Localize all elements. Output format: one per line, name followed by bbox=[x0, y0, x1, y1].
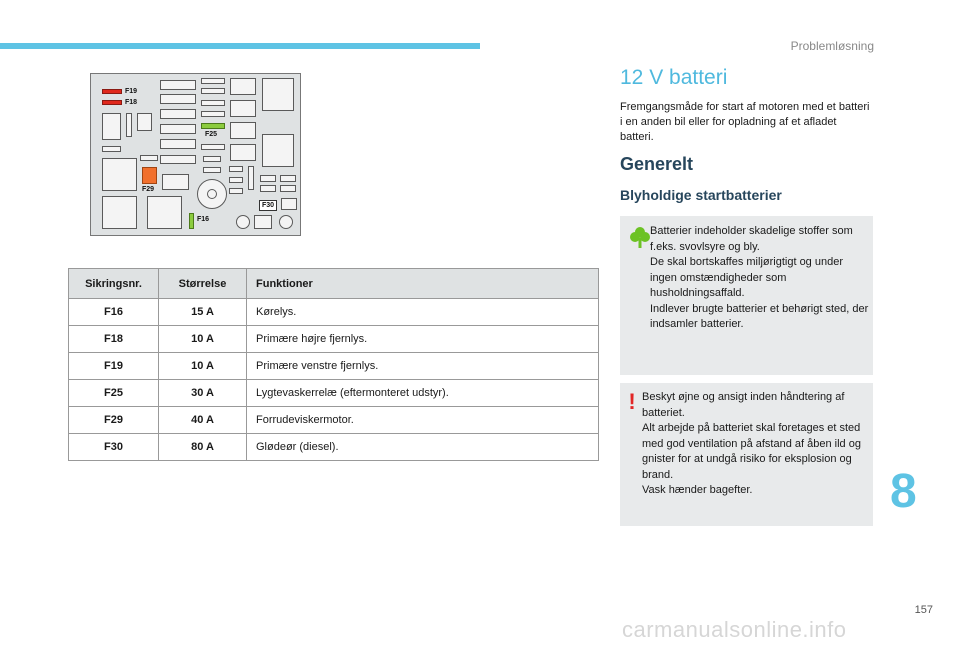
fuse-slot bbox=[229, 177, 243, 183]
fuse-slot bbox=[201, 78, 225, 84]
fuse-slot bbox=[229, 188, 243, 194]
fuse-number: F29 bbox=[69, 407, 159, 434]
fuse-box-diagram bbox=[90, 73, 301, 236]
page-title: 12 V batteri bbox=[620, 66, 728, 89]
chapter-number: 8 bbox=[890, 465, 917, 518]
fuse-slot bbox=[260, 185, 276, 192]
note-line: Batterier indeholder skadelige stoffer som f.eks. svovlsyre og bly. bbox=[650, 225, 853, 253]
fuse-slot bbox=[160, 80, 196, 90]
relay-large bbox=[262, 78, 294, 111]
fuse-slot bbox=[203, 167, 221, 173]
fuse-slot bbox=[160, 124, 196, 134]
table-row bbox=[69, 326, 599, 353]
column-header: Sikringsnr. bbox=[69, 269, 159, 299]
fuse-size: 15 A bbox=[159, 299, 247, 326]
column-header: Funktioner bbox=[247, 269, 599, 299]
fuse-function: Kørelys. bbox=[247, 299, 599, 326]
exclamation-icon: ! bbox=[628, 389, 636, 414]
note-line: Vask hænder bagefter. bbox=[642, 484, 753, 496]
fuse-size: 10 A bbox=[159, 353, 247, 380]
fuse-table bbox=[68, 268, 599, 461]
relay bbox=[230, 100, 256, 117]
fuse-size: 30 A bbox=[159, 380, 247, 407]
fuse-slot bbox=[201, 100, 225, 106]
environment-note-text bbox=[650, 224, 872, 333]
fuse-slot bbox=[281, 198, 297, 210]
fuse-slot bbox=[160, 139, 196, 149]
fuse-number: F16 bbox=[69, 299, 159, 326]
fuse-label-f18: F18 bbox=[125, 99, 138, 106]
section-heading: Generelt bbox=[620, 154, 694, 174]
fuse-slot bbox=[254, 215, 272, 229]
fuse-slot bbox=[201, 144, 225, 150]
fuse-circle-center bbox=[207, 189, 217, 199]
fuse-function: Forrudeviskermotor. bbox=[247, 407, 599, 434]
fuse-circle bbox=[236, 215, 250, 229]
fuse-slot bbox=[140, 155, 158, 161]
note-line: Alt arbejde på batteriet skal foretages et sted med god ventilation på afstand af åben ild og gnister for at undgå risiko for eksplosion og brand. bbox=[642, 422, 861, 481]
fuse-slot bbox=[280, 185, 296, 192]
fuse-slot bbox=[280, 175, 296, 182]
fuse-label-f30: F30 bbox=[259, 200, 277, 211]
fuse-slot bbox=[201, 88, 225, 94]
relay bbox=[230, 78, 256, 95]
table-header-row bbox=[69, 269, 599, 299]
fuse-size: 80 A bbox=[159, 434, 247, 461]
relay-large bbox=[262, 134, 294, 167]
table-row bbox=[69, 299, 599, 326]
subheading: Blyholdige startbatterier bbox=[620, 187, 782, 203]
note-line: Beskyt øjne og ansigt inden håndtering af batteriet. bbox=[642, 391, 845, 419]
table-row bbox=[69, 407, 599, 434]
fuse-slot bbox=[229, 166, 243, 172]
fuse-f18 bbox=[102, 100, 122, 105]
intro-paragraph: Fremgangsmåde for start af motoren med et batteri i en anden bil eller for opladning af et afladet batteri. bbox=[620, 101, 870, 143]
fuse-slot bbox=[203, 156, 221, 162]
warning-note bbox=[620, 383, 873, 526]
header-accent-bar bbox=[0, 43, 480, 49]
relay bbox=[102, 113, 121, 140]
environment-note bbox=[620, 216, 873, 375]
relay bbox=[162, 174, 189, 190]
fuse-label-f19: F19 bbox=[125, 88, 138, 95]
warning-note-text bbox=[642, 390, 867, 499]
watermark: carmanualsonline.info bbox=[622, 617, 847, 642]
table-row bbox=[69, 353, 599, 380]
fuse-number: F19 bbox=[69, 353, 159, 380]
note-line: De skal bortskaffes miljørigtigt og under ingen omstændigheder som husholdningsaffald. bbox=[650, 256, 843, 299]
fuse-number: F25 bbox=[69, 380, 159, 407]
tree-icon bbox=[630, 226, 650, 248]
fuse-slot bbox=[248, 166, 254, 190]
relay bbox=[230, 144, 256, 161]
fuse-function: Lygtevaskerrelæ (eftermonteret udstyr). bbox=[247, 380, 599, 407]
note-line: Indlever brugte batterier et behørigt sted, der indsamler batterier. bbox=[650, 302, 869, 330]
page-number: 157 bbox=[914, 604, 933, 616]
relay bbox=[230, 122, 256, 139]
fuse-size: 10 A bbox=[159, 326, 247, 353]
relay-large bbox=[102, 196, 137, 229]
fuse-slot bbox=[160, 109, 196, 119]
fuse-size: 40 A bbox=[159, 407, 247, 434]
relay-large bbox=[147, 196, 182, 229]
fuse-label-f29: F29 bbox=[142, 186, 155, 193]
fuse-slot bbox=[102, 146, 121, 152]
table-row bbox=[69, 380, 599, 407]
fuse-number: F30 bbox=[69, 434, 159, 461]
fuse-f29 bbox=[142, 167, 157, 184]
fuse-slot bbox=[260, 175, 276, 182]
relay-large bbox=[102, 158, 137, 191]
relay bbox=[137, 113, 152, 131]
fuse-circle bbox=[279, 215, 293, 229]
fuse-number: F18 bbox=[69, 326, 159, 353]
fuse-f25 bbox=[201, 123, 225, 129]
table-row bbox=[69, 434, 599, 461]
fuse-slot bbox=[160, 155, 196, 164]
fuse-function: Glødeør (diesel). bbox=[247, 434, 599, 461]
fuse-f19 bbox=[102, 89, 122, 94]
fuse-slot bbox=[160, 94, 196, 104]
fuse-slot bbox=[201, 111, 225, 117]
fuse-label-f16: F16 bbox=[197, 216, 210, 223]
section-title: Problemløsning bbox=[790, 39, 874, 53]
fuse-function: Primære højre fjernlys. bbox=[247, 326, 599, 353]
column-header: Størrelse bbox=[159, 269, 247, 299]
fuse-function: Primære venstre fjernlys. bbox=[247, 353, 599, 380]
fuse-label-f25: F25 bbox=[205, 131, 218, 138]
fuse-f16 bbox=[189, 213, 194, 229]
fuse-slot bbox=[126, 113, 132, 137]
